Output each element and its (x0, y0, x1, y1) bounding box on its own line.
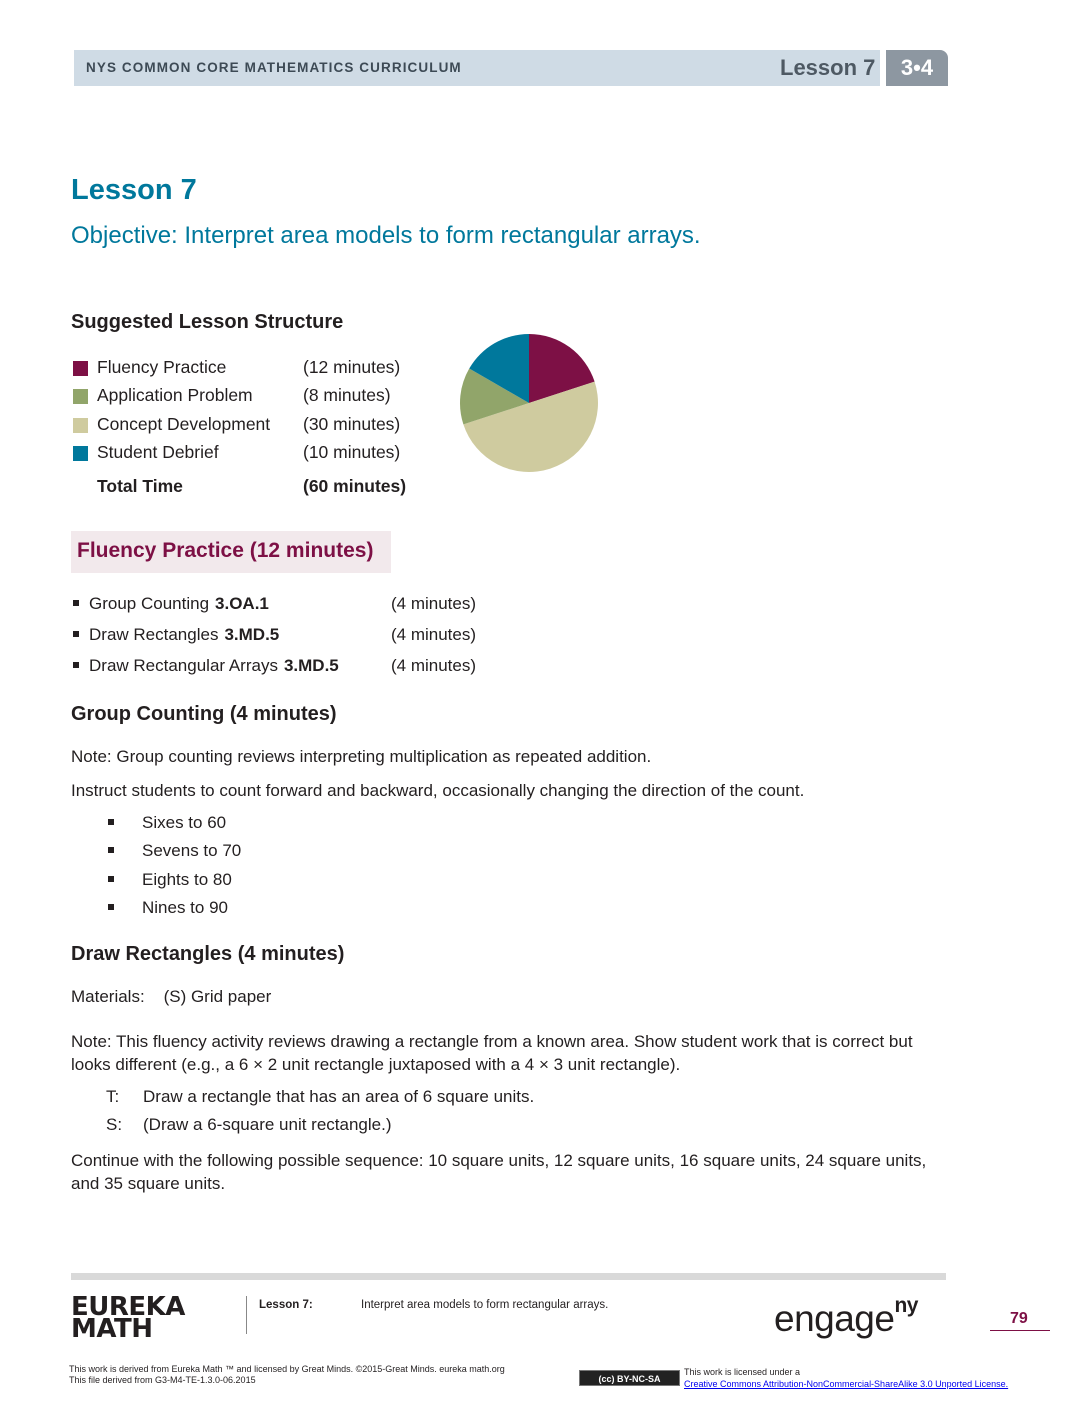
structure-label: Application Problem (97, 385, 253, 405)
fluency-standard: 3.MD.5 (283, 656, 339, 675)
group-counting-heading: Group Counting (4 minutes) (71, 703, 337, 725)
fluency-time: (4 minutes) (391, 594, 477, 613)
footer-rule (71, 1273, 946, 1280)
fluency-time: (4 minutes) (391, 625, 477, 644)
cc-license-badge: (cc) BY-NC-SA (579, 1370, 680, 1386)
group-counting-note: Note: Group counting reviews interpreting multiplication as repeated addition. (71, 747, 652, 766)
total-time: (60 minutes) (303, 476, 407, 496)
swatch-debrief (73, 446, 88, 461)
structure-label: Student Debrief (97, 442, 219, 462)
list-item-text: Nines to 90 (142, 898, 228, 917)
list-item-text: Eights to 80 (142, 870, 232, 889)
bullet-icon (73, 662, 79, 668)
bullet-icon (108, 819, 114, 825)
swatch-concept (73, 418, 88, 433)
license-link[interactable]: Creative Commons Attribution-NonCommercial-ShareAlike 3.0 Unported License. (684, 1379, 1009, 1389)
structure-time: (30 minutes) (303, 414, 401, 434)
list-item-text: Sixes to 60 (142, 813, 227, 832)
fluency-standard: 3.MD.5 (224, 625, 280, 644)
structure-time: (12 minutes) (303, 357, 401, 377)
fluency-item-text: Draw Rectangular Arrays (89, 656, 278, 675)
structure-time: (10 minutes) (303, 442, 401, 462)
materials-line: Materials: (S) Grid paper (71, 987, 272, 1006)
bullet-icon (73, 600, 79, 606)
list-item-text: Sevens to 70 (142, 841, 242, 860)
engageny-logo: engage$^{ny}$ (774, 1293, 918, 1339)
bullet-icon (73, 631, 79, 637)
draw-rectangles-heading: Draw Rectangles (4 minutes) (71, 943, 345, 965)
continue-sequence: Continue with the following possible sequence: 10 square units, 12 square units, 16 square units, 24 square units, and 35 square units. (71, 1151, 927, 1193)
bullet-icon (108, 847, 114, 853)
header-lesson: Lesson 7 (780, 55, 876, 80)
license-text: This work is licensed under a (684, 1367, 801, 1377)
swatch-fluency (73, 361, 88, 376)
speaker-label: T: (106, 1087, 120, 1106)
footer-lesson-label: Lesson 7: (259, 1299, 313, 1311)
bullet-icon (108, 876, 114, 882)
footer-divider (246, 1296, 247, 1334)
footer-lesson-objective: Interpret area models to form rectangular arrays. (361, 1299, 609, 1311)
structure-heading: Suggested Lesson Structure (71, 311, 344, 333)
credit-line: This work is derived from Eureka Math ™ and licensed by Great Minds. ©2015-Great Minds. eureka math.org (69, 1364, 505, 1374)
fluency-item-text: Draw Rectangles (89, 625, 219, 644)
file-line: This file derived from G3-M4-TE-1.3.0-06.2015 (69, 1375, 256, 1385)
fluency-heading: Fluency Practice (12 minutes) (77, 539, 374, 562)
eureka-math-logo: EUREKA MATH (71, 1292, 185, 1344)
structure-time: (8 minutes) (303, 385, 391, 405)
grade-module-badge: 3•4 (886, 50, 948, 86)
speaker-label: S: (106, 1115, 123, 1134)
lesson-objective: Objective: Interpret area models to form rectangular arrays. (71, 222, 701, 249)
draw-rectangles-note: Note: This fluency activity reviews drawing a rectangle from a known area. Show student work that is correct but looks different (e.g., a 6 × 2 unit rectangle juxtaposed with a 4 × 3 unit rectangle). (71, 1032, 913, 1074)
structure-label: Fluency Practice (97, 357, 227, 377)
swatch-application (73, 389, 88, 404)
fluency-item-text: Group Counting (89, 594, 210, 613)
structure-label: Concept Development (97, 414, 271, 434)
group-counting-instructions: Instruct students to count forward and backward, occasionally changing the direction of the count. (71, 781, 805, 800)
dialogue-text: Draw a rectangle that has an area of 6 square units. (143, 1087, 535, 1106)
page-number-rule (990, 1330, 1050, 1331)
total-label: Total Time (97, 476, 183, 496)
page-number: 79 (1010, 1310, 1028, 1327)
fluency-standard: 3.OA.1 (215, 594, 269, 613)
bullet-icon (108, 904, 114, 910)
lesson-title: Lesson 7 (71, 174, 197, 206)
curriculum-title: NYS COMMON CORE MATHEMATICS CURRICULUM (86, 60, 462, 75)
fluency-time: (4 minutes) (391, 656, 477, 675)
lesson-structure-pie (459, 333, 599, 473)
dialogue-text: (Draw a 6-square unit rectangle.) (143, 1115, 392, 1134)
